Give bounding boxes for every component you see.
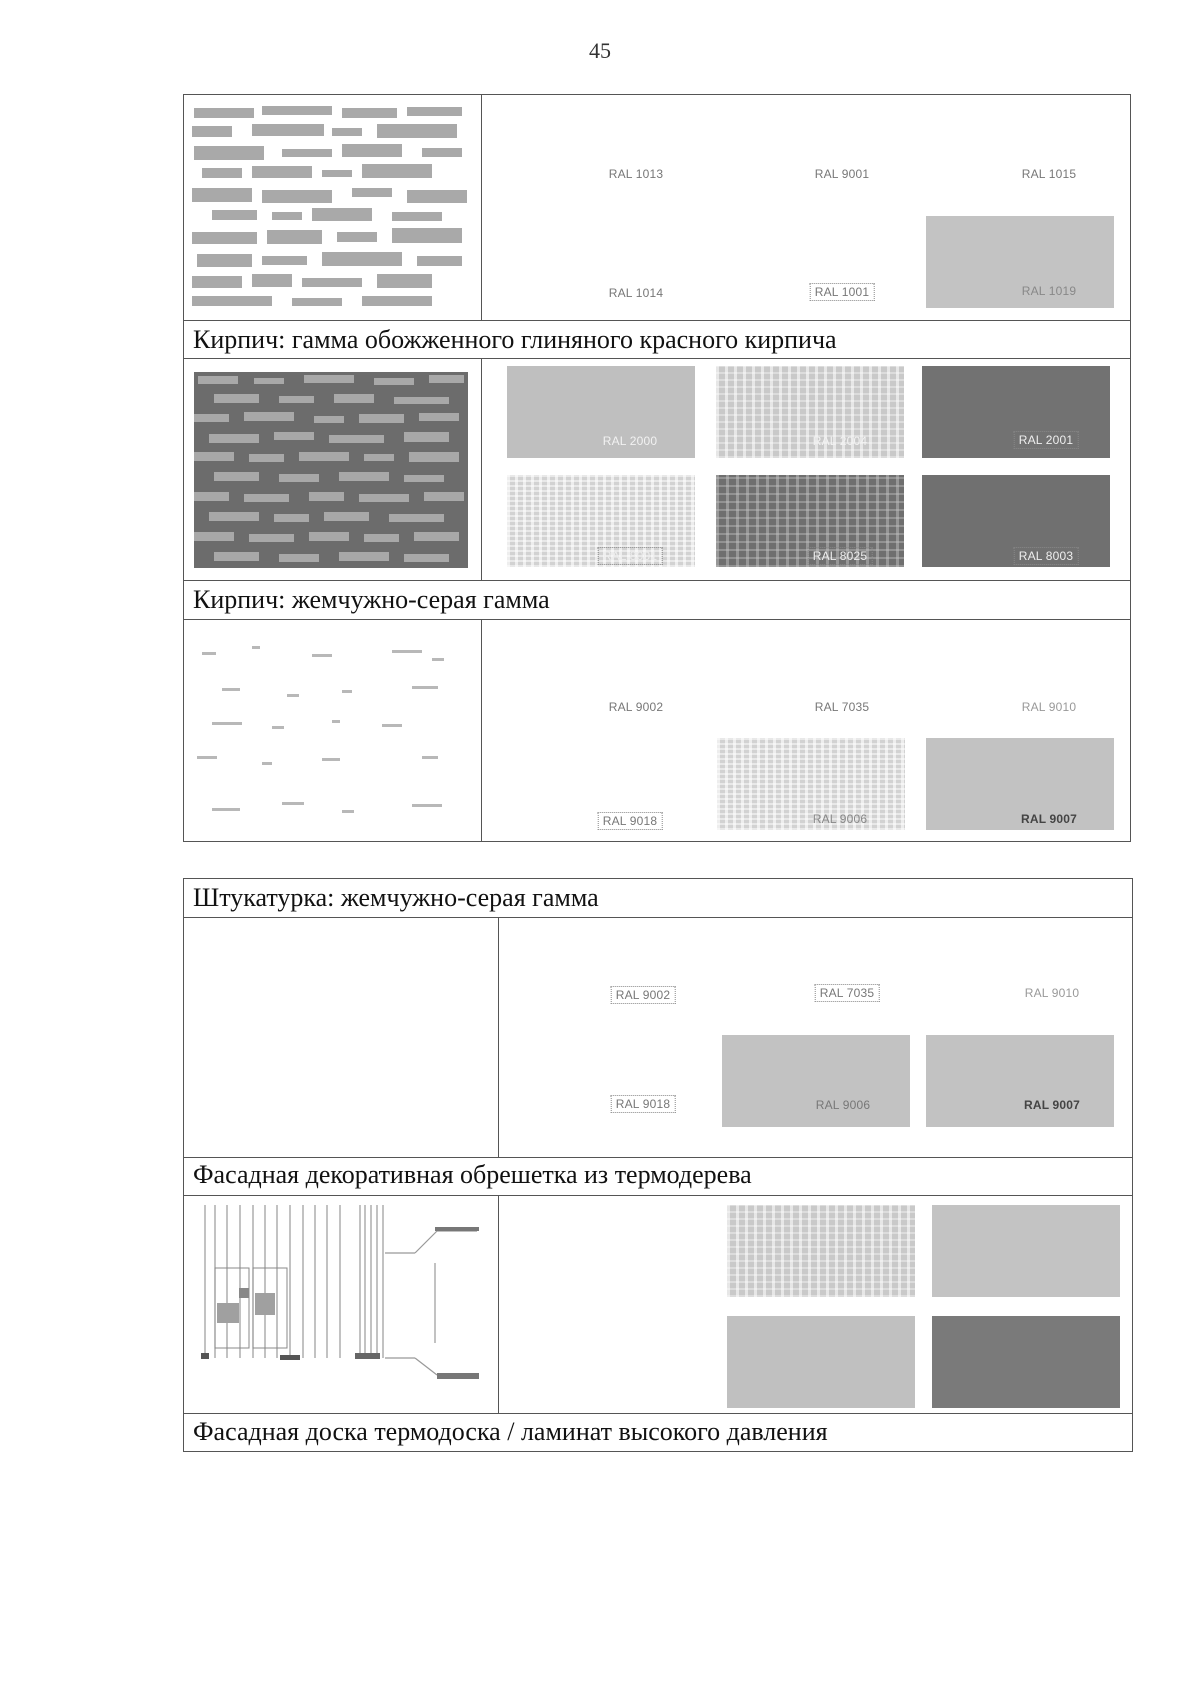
- white-brick-texture-image: [192, 104, 470, 310]
- ral-2004-label: RAL 2004: [812, 434, 868, 448]
- ral-9018-label: RAL 9018: [598, 812, 663, 830]
- ral-9007-swatch: [926, 1035, 1114, 1127]
- ral-1019-swatch: [926, 216, 1114, 308]
- page-number: 45: [589, 38, 611, 63]
- divider: [481, 94, 482, 320]
- divider: [481, 358, 482, 580]
- ral-8025-label: RAL 8025: [808, 547, 873, 565]
- divider: [183, 1195, 1133, 1196]
- ral-9002-label: RAL 9002: [611, 986, 676, 1004]
- ral-2000-label: RAL 2000: [602, 434, 658, 448]
- ral-9006-swatch: [717, 738, 905, 830]
- caption-brick-red: Кирпич: гамма обожженного глиняного красного кирпича: [193, 325, 837, 354]
- ral-8003-label: RAL 8003: [1014, 547, 1079, 565]
- ral-9001-label: RAL 9001: [814, 167, 870, 181]
- ral-9018-label: RAL 9018: [611, 1095, 676, 1113]
- ral-1014-label: RAL 1014: [608, 286, 664, 300]
- ral-7035-label: RAL 7035: [815, 984, 880, 1002]
- thermowood-swatch-2: [932, 1205, 1120, 1297]
- caption-facade-board: Фасадная доска термодоска / ламинат высокого давления: [193, 1417, 828, 1446]
- divider: [498, 1195, 499, 1413]
- thermowood-swatch-3: [727, 1316, 915, 1408]
- ral-9007-label: RAL 9007: [1020, 812, 1078, 826]
- divider: [183, 358, 1131, 359]
- thermowood-swatch-1: [727, 1205, 915, 1297]
- thermowood-swatch-4: [932, 1316, 1120, 1408]
- divider: [498, 917, 499, 1157]
- ral-9007-label: RAL 9007: [1023, 1098, 1081, 1112]
- ral-9006-label: RAL 9006: [812, 812, 868, 826]
- divider: [183, 320, 1131, 321]
- caption-plaster-gray: Штукатурка: жемчужно-серая гамма: [193, 883, 599, 912]
- gray-brick-texture-image: [192, 632, 470, 832]
- ral-1001-label: RAL 1001: [810, 283, 875, 301]
- ral-9006-swatch: [722, 1035, 910, 1127]
- divider: [183, 580, 1131, 581]
- divider: [183, 619, 1131, 620]
- caption-brick-gray: Кирпич: жемчужно-серая гамма: [193, 585, 550, 614]
- divider: [183, 917, 1133, 918]
- ral-9010-label: RAL 9010: [1024, 986, 1080, 1000]
- ral-7035-label: RAL 7035: [814, 700, 870, 714]
- ral-9010-label: RAL 9010: [1021, 700, 1077, 714]
- divider: [481, 619, 482, 842]
- divider: [183, 1413, 1133, 1414]
- ral-2000-swatch: [507, 366, 695, 458]
- ral-1013-label: RAL 1013: [608, 167, 664, 181]
- ral-9006-label: RAL 9006: [815, 1098, 871, 1112]
- divider: [183, 1157, 1133, 1158]
- facade-lath-illustration: [195, 1203, 485, 1408]
- ral-2001-label: RAL 2001: [1014, 431, 1079, 449]
- ral-8001-label: RAL 8001: [598, 547, 663, 565]
- ral-9002-label: RAL 9002: [608, 700, 664, 714]
- ral-2004-swatch: [716, 366, 904, 458]
- caption-thermowood-lath: Фасадная декоративная обрешетка из термодерева: [193, 1160, 752, 1189]
- ral-1015-label: RAL 1015: [1021, 167, 1077, 181]
- ral-1019-label: RAL 1019: [1021, 284, 1077, 298]
- red-brick-texture-image: [194, 372, 468, 568]
